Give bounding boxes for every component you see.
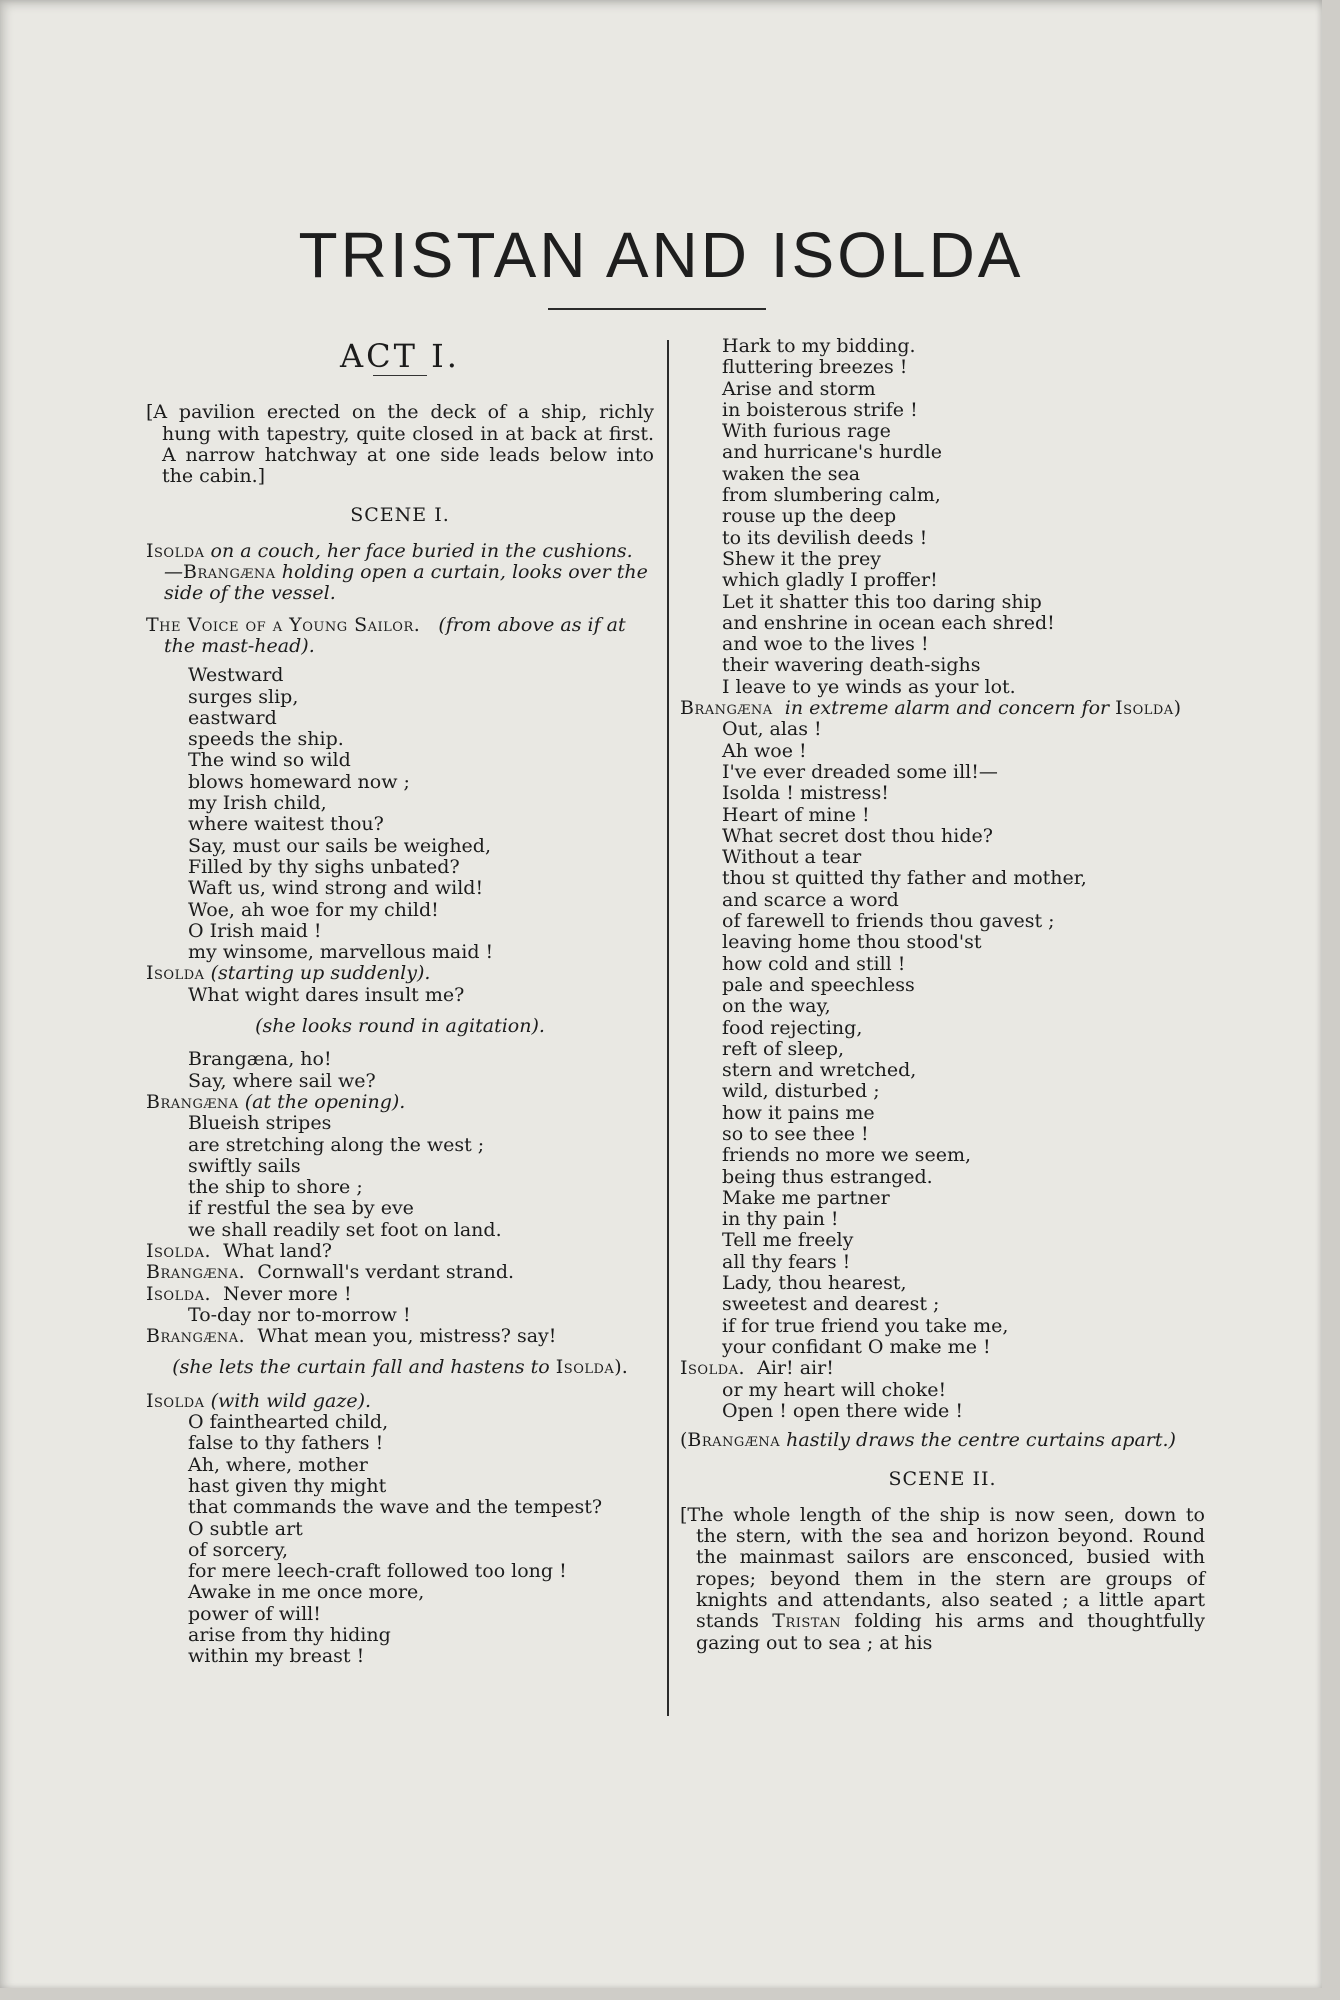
dialogue-line: Isolda. Air! air! [680, 1357, 834, 1380]
speaker-brangaena-2: Brangæna in extreme alarm and concern for Isolda) [680, 697, 1182, 720]
verse-line: blows homeward now ; [188, 770, 410, 793]
left-column [146, 336, 654, 1668]
speaker-sailor: The Voice of a Young Sailor. (from above as if at the mast-head). [146, 613, 626, 657]
speaker-brangaena: Brangæna (at the opening). [146, 1090, 406, 1113]
verse-line: rouse up the deep [722, 505, 897, 528]
verse-line: food rejecting, [722, 1016, 863, 1039]
verse-line: Out, alas ! [722, 718, 822, 741]
verse-line: Open ! open there wide ! [722, 1399, 963, 1422]
verse-line: To-day nor to-morrow ! [188, 1303, 411, 1326]
verse-line: O subtle art [188, 1517, 303, 1540]
verse-line: reft of sleep, [722, 1037, 845, 1060]
right-column [680, 336, 1205, 1654]
verse-line: O Irish maid ! [188, 919, 322, 942]
verse-line: Without a tear [722, 846, 862, 869]
verse-line: Blueish stripes [188, 1112, 332, 1135]
verse-line: Lady, thou hearest, [722, 1272, 907, 1295]
speaker-isolda: Isolda (starting up suddenly). [146, 962, 431, 985]
verse-line: and enshrine in ocean each shred! [722, 611, 1055, 634]
verse-line: Awake in me once more, [188, 1581, 425, 1604]
verse-line: all thy fears ! [722, 1250, 851, 1273]
stage-direction-curtain: (she lets the curtain fall and hastens to Isolda). [172, 1356, 628, 1379]
verse-line: friends no more we seem, [722, 1144, 972, 1167]
verse-line: or my heart will choke! [722, 1378, 947, 1401]
speaker-isolda-2: Isolda (with wild gaze). [146, 1389, 372, 1412]
verse-line: my winsome, marvellous maid ! [188, 941, 494, 964]
verse-line: on the way, [722, 995, 831, 1018]
verse-line: and scarce a word [722, 888, 899, 911]
verse-line: are stretching along the west ; [188, 1133, 485, 1156]
scene-heading-1: SCENE I. [350, 504, 450, 527]
verse-line: Tell me freely [722, 1229, 854, 1252]
stage-direction-opening: [A pavilion erected on the deck of a ship, richly hung with tapestry, quite closed in at back at first. A narrow hatchway at one side leads below into the cabin.] [146, 401, 654, 488]
verse-line: pale and speechless [722, 973, 915, 996]
verse-line: arise from thy hiding [188, 1624, 391, 1647]
verse-line: the ship to shore ; [188, 1176, 363, 1199]
verse-line: swiftly sails [188, 1154, 301, 1177]
dialogue-line: Brangæna. Cornwall's verdant strand. [146, 1261, 515, 1284]
verse-line: I leave to ye winds as your lot. [722, 675, 1016, 698]
verse-line: Isolda ! mistress! [722, 782, 889, 805]
verse-line: I've ever dreaded some ill!— [722, 760, 998, 783]
dialogue-line: Isolda. What land? [146, 1239, 332, 1262]
title-divider [548, 308, 766, 310]
verse-line: fluttering breezes ! [722, 356, 908, 379]
column-divider [667, 340, 669, 1716]
verse-line: thou st quitted thy father and mother, [722, 867, 1087, 890]
dialogue-line: Brangæna. What mean you, mistress? say! [146, 1325, 557, 1348]
verse-line: hast given thy might [188, 1474, 387, 1497]
verse-line: in boisterous strife ! [722, 398, 918, 421]
verse-line: Arise and storm [722, 377, 876, 400]
verse-line: Ah woe ! [722, 739, 807, 762]
verse-line: Heart of mine ! [722, 803, 870, 826]
page-title: TRISTAN AND ISOLDA [298, 219, 1024, 291]
verse-line: which gladly I proffer! [722, 569, 938, 592]
verse-line: being thus estranged. [722, 1165, 933, 1188]
verse-line: stern and wretched, [722, 1059, 917, 1082]
verse-line: where waitest thou? [188, 813, 384, 836]
stage-direction-looks: (she looks round in agitation). [255, 1015, 545, 1038]
verse-line: so to see thee ! [722, 1122, 869, 1145]
verse-line: eastward [188, 706, 277, 729]
verse-line: from slumbering calm, [722, 484, 941, 507]
verse-line: Hark to my bidding. [722, 335, 916, 357]
verse-line: how cold and still ! [722, 952, 906, 975]
verse-line: Say, where sail we? [188, 1069, 376, 1092]
stage-direction-draws: (Brangæna hastily draws the centre curtains apart.) [680, 1429, 1176, 1452]
verse-line: we shall readily set foot on land. [188, 1218, 502, 1241]
act-divider [373, 375, 427, 376]
verse-line: of sorcery, [188, 1538, 289, 1561]
verse-line: my Irish child, [188, 792, 327, 815]
stage-direction-scene2: [The whole length of the ship is now seen, down to the stern, with the sea and horizon beyond. Round the mainmast sailors are ensconced, busied with ropes; beyond them in the stern are groups of knights and attendants, also seated ; a little apart stands Tristan folding his arms and thoughtfully gazing out to sea ; at his [680, 1503, 1205, 1654]
verse-line: speeds the ship. [188, 728, 344, 751]
scene-heading-2: SCENE II. [888, 1468, 997, 1491]
verse-line: power of will! [188, 1602, 321, 1625]
verse-line: your confidant O make me ! [722, 1335, 991, 1358]
verse-line: O fainthearted child, [188, 1411, 389, 1434]
dialogue-line: Isolda. Never more ! [146, 1282, 352, 1305]
verse-line: to its devilish deeds ! [722, 526, 928, 549]
stage-direction-scene1: Isolda on a couch, her face buried in the cushions. —Brangæna holding open a curtain, looks over the side of the vessel. [146, 539, 648, 605]
act-heading: ACT I. [340, 337, 460, 375]
verse-line: With furious rage [722, 420, 891, 443]
verse-line: waken the sea [722, 462, 861, 485]
verse-line: in thy pain ! [722, 1208, 839, 1231]
verse-line: Brangæna, ho! [188, 1048, 332, 1071]
verse-line: sweetest and dearest ; [722, 1293, 940, 1316]
verse-line: What secret dost thou hide? [722, 824, 993, 847]
verse-line: Waft us, wind strong and wild! [188, 877, 484, 900]
verse-line: and woe to the lives ! [722, 633, 929, 656]
verse-line: for mere leech-craft followed too long ! [188, 1560, 567, 1583]
verse-line: within my breast ! [188, 1645, 365, 1668]
verse-line: Filled by thy sighs unbated? [188, 855, 460, 878]
verse-line: false to thy fathers ! [188, 1432, 384, 1455]
verse-line: Ah, where, mother [188, 1453, 368, 1476]
verse-line: Let it shatter this too daring ship [722, 590, 1042, 613]
verse-line: Make me partner [722, 1186, 890, 1209]
verse-line: and hurricane's hurdle [722, 441, 942, 464]
sailor-verses [146, 665, 654, 963]
verse-line: surges slip, [188, 685, 299, 708]
verse-line: leaving home thou stood'st [722, 931, 982, 954]
verse-line: Shew it the prey [722, 547, 881, 570]
verse-line: if restful the sea by eve [188, 1197, 414, 1220]
verse-line: Woe, ah woe for my child! [188, 898, 439, 921]
verse-line: Say, must our sails be weighed, [188, 834, 492, 857]
verse-line: their wavering death-sighs [722, 654, 981, 677]
verse-line: wild, disturbed ; [722, 1080, 880, 1103]
verse-line: The wind so wild [188, 749, 351, 772]
verse-line: how it pains me [722, 1101, 875, 1124]
verse-line: if for true friend you take me, [722, 1314, 1009, 1337]
verse-line: of farewell to friends thou gavest ; [722, 910, 1055, 933]
verse-line: What wight dares insult me? [188, 983, 465, 1006]
verse-line: that commands the wave and the tempest? [188, 1496, 603, 1519]
verse-line: Westward [188, 664, 284, 687]
